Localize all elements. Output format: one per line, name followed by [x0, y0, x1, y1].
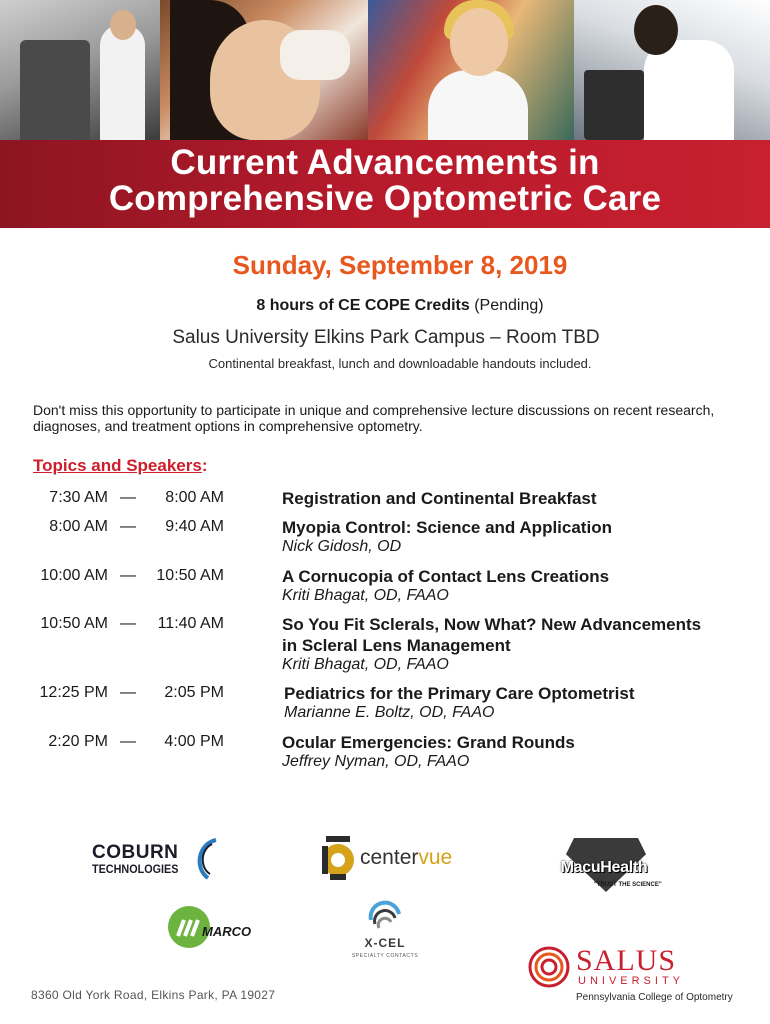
photo-optometrist-portrait: [368, 0, 574, 140]
footer-address: 8360 Old York Road, Elkins Park, PA 19027: [31, 988, 276, 1002]
topics-heading-colon: :: [201, 456, 208, 475]
time-dash: —: [120, 518, 136, 535]
title-banner: [0, 140, 770, 228]
centervue-mark-icon: [318, 834, 358, 882]
centervue-logo: [318, 834, 468, 882]
title-line-2: Comprehensive Optometric Care: [108, 179, 662, 218]
centervue-name-b: vue: [418, 846, 453, 869]
end-time: 8:00 AM: [165, 489, 224, 506]
centervue-name-a: center: [360, 846, 419, 869]
macuhealth-logo: [552, 838, 662, 894]
xcel-sub: SPECIALTY CONTACTS: [351, 953, 419, 959]
session-title: Registration and Continental Breakfast: [282, 489, 597, 508]
end-time: 10:50 AM: [156, 567, 224, 584]
coburn-sub: TECHNOLOGIES: [92, 862, 179, 876]
time-dash: —: [120, 489, 136, 506]
start-time: 10:00 AM: [40, 567, 108, 584]
speaker-name: Kriti Bhagat, OD, FAAO: [282, 656, 449, 673]
included-note: Continental breakfast, lunch and downloadable handouts included.: [208, 356, 592, 371]
start-time: 8:00 AM: [49, 518, 108, 535]
event-location: Salus University Elkins Park Campus – Room TBD: [172, 327, 600, 348]
speaker-name: Kriti Bhagat, OD, FAAO: [282, 587, 449, 604]
event-date: Sunday, September 8, 2019: [232, 250, 568, 280]
xcel-lens-icon: [365, 900, 405, 934]
header-photo-strip: [0, 0, 770, 140]
session-title: Pediatrics for the Primary Care Optometrist: [284, 684, 635, 703]
session-title: Myopia Control: Science and Application: [282, 518, 612, 537]
start-time: 12:25 PM: [39, 684, 108, 701]
time-dash: —: [120, 615, 136, 632]
time-dash: —: [120, 684, 136, 701]
page-title: [0, 140, 770, 217]
start-time: 7:30 AM: [49, 489, 108, 506]
end-time: 11:40 AM: [157, 615, 224, 632]
end-time: 9:40 AM: [165, 518, 224, 535]
title-line-1: Current Advancements in: [170, 143, 600, 182]
time-dash: —: [120, 733, 136, 750]
session-title: A Cornucopia of Contact Lens Creations: [282, 567, 610, 586]
photo-microscope-students: [574, 0, 770, 140]
macuhealth-name: MacuHealth: [560, 859, 648, 876]
coburn-technologies-logo: [90, 838, 220, 880]
time-dash: —: [120, 567, 136, 584]
credits-text: 8 hours of CE COPE Credits: [256, 297, 470, 314]
macuhealth-tagline: "TRUST THE SCIENCE": [594, 882, 662, 888]
speaker-name: Jeffrey Nyman, OD, FAAO: [282, 753, 470, 770]
credits-note: (Pending): [474, 297, 544, 314]
salus-university-text: UNIVERSITY: [578, 975, 685, 987]
session-title: So You Fit Sclerals, Now What? New Advancements in Scleral Lens Management: [282, 615, 702, 655]
topics-heading: [33, 456, 207, 476]
salus-spiral-icon: [526, 944, 572, 990]
end-time: 2:05 PM: [164, 684, 224, 701]
intro-paragraph: Don't miss this opportunity to participate in unique and comprehensive lecture discussions on recent research, diagnoses, and treatment options in comprehensive optometry.: [33, 402, 715, 434]
session-title: Ocular Emergencies: Grand Rounds: [282, 733, 575, 752]
start-time: 10:50 AM: [40, 615, 108, 632]
marco-logo: [168, 906, 258, 950]
speaker-name: Marianne E. Boltz, OD, FAAO: [284, 704, 495, 721]
salus-college-text: Pennsylvania College of Optometry: [576, 992, 733, 1003]
coburn-name: COBURN: [92, 842, 179, 863]
salus-name: SALUS: [576, 944, 677, 977]
xcel-logo: [345, 900, 435, 964]
end-time: 4:00 PM: [164, 733, 224, 750]
marco-name: MARCO: [202, 924, 252, 939]
credits-line: [0, 297, 770, 315]
topics-heading-text: Topics and Speakers: [33, 456, 202, 475]
salus-university-logo: [526, 942, 746, 1008]
start-time: 2:20 PM: [48, 733, 108, 750]
photo-eye-exam-equipment: [0, 0, 160, 140]
marco-stripes-icon: [174, 918, 204, 938]
photo-eye-examination: [160, 0, 368, 140]
xcel-name: X-CEL: [364, 936, 406, 950]
coburn-swoosh-icon: [188, 838, 220, 880]
speaker-name: Nick Gidosh, OD: [282, 538, 402, 555]
